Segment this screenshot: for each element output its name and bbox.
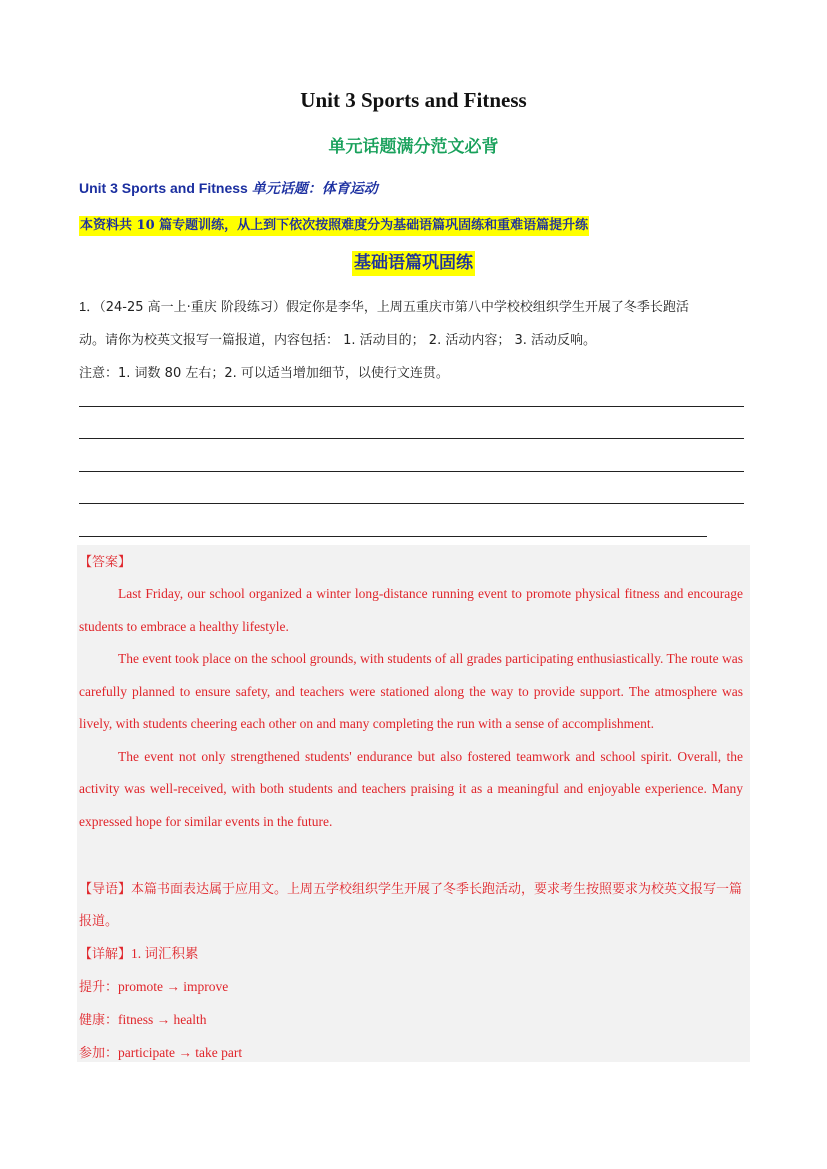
question-prompt-2: 动。请你为校英文报写一篇报道，内容包括： 1. 活动目的； 2. 活动内容； 3. 活动反响。 [79,333,597,348]
vocab-cn: 参加： [79,1046,119,1061]
vocab-en: promote → improve [118,979,229,994]
answer-essay [79,578,743,838]
page-subtitle: 单元话题满分范文必背 [328,137,499,157]
unit-topic-line [79,178,378,198]
writing-line [79,503,744,504]
question-source: （24-25 高一上·重庆 阶段练习） [99,300,286,315]
essay-paragraph: The event not only strengthened students' endurance but also fostered teamwork and school spirit. Overall, the activity was well-received, with both students and teachers praising it as a meaningful and enjoyable experience. Many expressed hope for similar events in the future. [79,748,743,829]
material-intro: 本资料共 10 篇专题训练，从上到下依次按照难度分为基础语篇巩固练和重难语篇提升练 [79,216,589,236]
answer-label: 【答案】 [79,555,132,570]
question-line-1 [79,290,749,324]
essay-paragraph: Last Friday, our school organized a winter long-distance running event to promote physical fitness and encourage students to embrace a healthy lifestyle. [79,586,743,634]
guide-paragraph [79,874,749,938]
question-note: 注意：1. 词数 80 左右；2. 可以适当增加细节，以使行文连贯。 [79,366,449,381]
vocab-item [79,1004,749,1037]
guide-text: 本篇书面表达属于应用文。上周五学校组织学生开展了冬季长跑活动，要求考生按照要求为校英文报写一篇报道。 [79,882,743,929]
vocab-cn: 健康： [79,1013,119,1028]
vocab-en: participate → take part [118,1045,243,1060]
guide-label: 【导语】 [79,882,132,897]
explanation-block [79,874,749,1070]
writing-line [79,406,744,407]
unit-topic-prefix: Unit 3 Sports and Fitness [79,180,252,196]
section-heading [0,251,827,276]
writing-line [79,536,707,537]
writing-line [79,471,744,472]
detail-heading: 1. 词汇积累 [131,946,199,961]
detail-label: 【详解】 [79,947,132,962]
question-number: 1． [79,299,100,314]
question-prompt-1: 假定你是李华，上周五重庆市第八中学校校组织学生开展了冬季长跑活 [285,300,689,315]
detail-heading-line [79,938,749,971]
section-heading-label: 基础语篇巩固练 [352,251,475,276]
vocab-item [79,971,749,1004]
question-block [79,290,749,390]
writing-line [79,438,744,439]
essay-paragraph: The event took place on the school grounds, with students of all grades participating enthusiastically. The route was carefully planned to ensure safety, and teachers were stationed along the way to provide support. The atmosphere was lively, with students cheering each other on and many completing the run with a sense of accomplishment. [79,651,743,731]
vocab-item [79,1037,749,1070]
vocab-cn: 提升： [79,980,119,995]
unit-topic-cn: 单元话题：体育运动 [251,181,378,197]
page-title: Unit 3 Sports and Fitness [300,88,527,112]
vocab-en: fitness → health [118,1012,207,1027]
